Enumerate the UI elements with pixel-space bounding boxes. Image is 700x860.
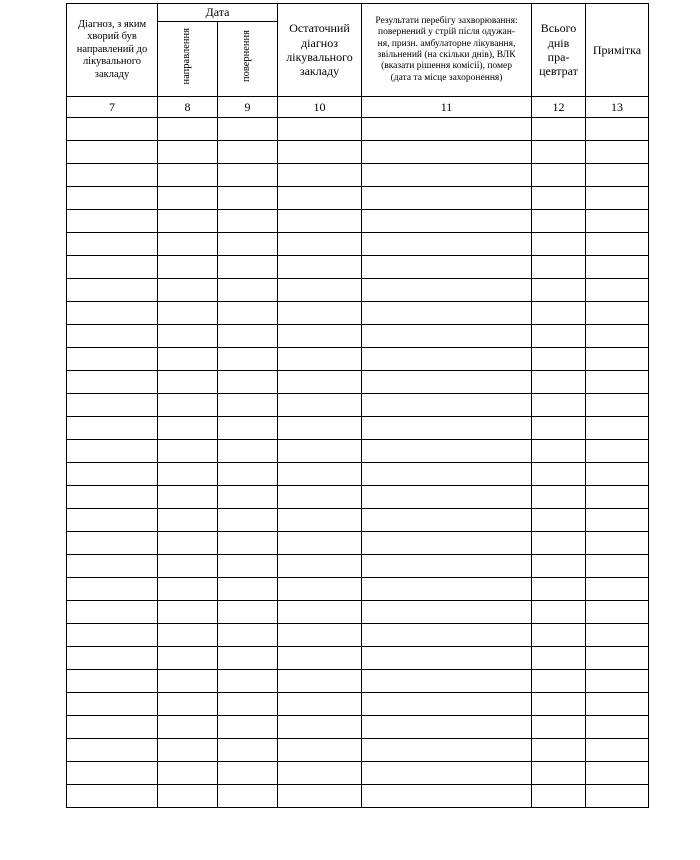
table-row bbox=[67, 739, 649, 762]
table-cell bbox=[278, 325, 362, 348]
table-cell bbox=[218, 785, 278, 808]
header-date-sent-cell bbox=[158, 22, 218, 97]
table-cell bbox=[532, 417, 586, 440]
table-cell bbox=[532, 164, 586, 187]
table-cell bbox=[218, 693, 278, 716]
table-cell bbox=[586, 348, 649, 371]
table-cell bbox=[218, 739, 278, 762]
table-cell bbox=[67, 371, 158, 394]
column-number: 9 bbox=[218, 97, 278, 118]
table-cell bbox=[278, 716, 362, 739]
table-cell bbox=[532, 463, 586, 486]
table-cell bbox=[362, 325, 532, 348]
table-cell bbox=[362, 532, 532, 555]
table-cell bbox=[362, 394, 532, 417]
table-row bbox=[67, 256, 649, 279]
table-cell bbox=[362, 417, 532, 440]
table-row bbox=[67, 417, 649, 440]
table-row bbox=[67, 302, 649, 325]
table-cell bbox=[586, 486, 649, 509]
table-cell bbox=[67, 601, 158, 624]
table-cell bbox=[586, 624, 649, 647]
table-cell bbox=[218, 279, 278, 302]
table-cell bbox=[586, 210, 649, 233]
table-row bbox=[67, 394, 649, 417]
table-cell bbox=[278, 532, 362, 555]
table-cell bbox=[278, 164, 362, 187]
table-cell bbox=[278, 141, 362, 164]
table-cell bbox=[158, 210, 218, 233]
table-cell bbox=[67, 762, 158, 785]
table-cell bbox=[158, 578, 218, 601]
table-cell bbox=[67, 486, 158, 509]
table-cell bbox=[362, 164, 532, 187]
table-cell bbox=[158, 716, 218, 739]
table-cell bbox=[278, 624, 362, 647]
table-row bbox=[67, 555, 649, 578]
table-cell bbox=[532, 256, 586, 279]
table-cell bbox=[532, 693, 586, 716]
table-cell bbox=[586, 762, 649, 785]
table-cell bbox=[218, 716, 278, 739]
table-cell bbox=[218, 578, 278, 601]
table-cell bbox=[158, 164, 218, 187]
table-cell bbox=[158, 509, 218, 532]
table-cell bbox=[362, 716, 532, 739]
table-cell bbox=[362, 647, 532, 670]
table-cell bbox=[158, 141, 218, 164]
header-date-group: Дата bbox=[158, 4, 278, 22]
table-cell bbox=[218, 394, 278, 417]
table-cell bbox=[586, 417, 649, 440]
table-cell bbox=[278, 440, 362, 463]
header-row bbox=[67, 4, 649, 22]
table-cell bbox=[362, 785, 532, 808]
table-cell bbox=[67, 118, 158, 141]
table-cell bbox=[67, 647, 158, 670]
table-cell bbox=[532, 348, 586, 371]
table-cell bbox=[362, 739, 532, 762]
header-total-days: Всього днів пра- цевтрат bbox=[532, 4, 586, 97]
table-cell bbox=[586, 785, 649, 808]
table-row bbox=[67, 509, 649, 532]
table-cell bbox=[532, 371, 586, 394]
table-cell bbox=[278, 647, 362, 670]
table-cell bbox=[158, 417, 218, 440]
table-cell bbox=[532, 279, 586, 302]
table-row bbox=[67, 716, 649, 739]
table-row bbox=[67, 624, 649, 647]
table-cell bbox=[67, 187, 158, 210]
table-cell bbox=[362, 624, 532, 647]
table-cell bbox=[218, 118, 278, 141]
table-cell bbox=[362, 670, 532, 693]
table-cell bbox=[532, 555, 586, 578]
table-cell bbox=[278, 578, 362, 601]
table-cell bbox=[362, 693, 532, 716]
table-cell bbox=[158, 532, 218, 555]
table-cell bbox=[362, 555, 532, 578]
table-cell bbox=[586, 601, 649, 624]
table-cell bbox=[218, 325, 278, 348]
table-row bbox=[67, 601, 649, 624]
table-cell bbox=[586, 118, 649, 141]
table-cell bbox=[158, 233, 218, 256]
table-cell bbox=[362, 279, 532, 302]
table-cell bbox=[67, 624, 158, 647]
table-row bbox=[67, 118, 649, 141]
table-cell bbox=[67, 141, 158, 164]
table-cell bbox=[67, 325, 158, 348]
table-cell bbox=[158, 371, 218, 394]
table-cell bbox=[278, 486, 362, 509]
table-cell bbox=[586, 164, 649, 187]
table-cell bbox=[586, 256, 649, 279]
table-cell bbox=[278, 739, 362, 762]
table-cell bbox=[67, 578, 158, 601]
column-number: 10 bbox=[278, 97, 362, 118]
register-table bbox=[66, 3, 649, 808]
table-cell bbox=[532, 647, 586, 670]
table-cell bbox=[67, 302, 158, 325]
table-row bbox=[67, 532, 649, 555]
table-cell bbox=[67, 532, 158, 555]
table-cell bbox=[158, 785, 218, 808]
table-cell bbox=[532, 785, 586, 808]
table-cell bbox=[218, 417, 278, 440]
table-cell bbox=[218, 210, 278, 233]
table-cell bbox=[67, 256, 158, 279]
table-cell bbox=[158, 279, 218, 302]
table-row bbox=[67, 486, 649, 509]
table-cell bbox=[532, 670, 586, 693]
table-cell bbox=[586, 371, 649, 394]
table-cell bbox=[218, 532, 278, 555]
table-cell bbox=[362, 141, 532, 164]
table-cell bbox=[586, 716, 649, 739]
table-cell bbox=[586, 302, 649, 325]
table-cell bbox=[278, 348, 362, 371]
table-cell bbox=[218, 233, 278, 256]
table-cell bbox=[532, 486, 586, 509]
table-cell bbox=[278, 509, 362, 532]
table-cell bbox=[362, 371, 532, 394]
table-cell bbox=[362, 118, 532, 141]
table-row bbox=[67, 164, 649, 187]
table-cell bbox=[158, 118, 218, 141]
table-cell bbox=[586, 463, 649, 486]
table-cell bbox=[278, 187, 362, 210]
column-number-row bbox=[67, 97, 649, 118]
table-cell bbox=[67, 509, 158, 532]
table-row bbox=[67, 463, 649, 486]
table-cell bbox=[158, 624, 218, 647]
header-date-sent: направлення bbox=[181, 28, 193, 85]
table-cell bbox=[362, 440, 532, 463]
table-cell bbox=[158, 486, 218, 509]
table-row bbox=[67, 371, 649, 394]
table-row bbox=[67, 279, 649, 302]
table-cell bbox=[532, 141, 586, 164]
table-cell bbox=[158, 762, 218, 785]
table-cell bbox=[158, 302, 218, 325]
table-cell bbox=[67, 716, 158, 739]
table-cell bbox=[278, 118, 362, 141]
table-cell bbox=[67, 348, 158, 371]
table-cell bbox=[218, 440, 278, 463]
table-row bbox=[67, 440, 649, 463]
table-row bbox=[67, 762, 649, 785]
table-cell bbox=[586, 325, 649, 348]
table-cell bbox=[532, 716, 586, 739]
table-cell bbox=[532, 762, 586, 785]
table-row bbox=[67, 210, 649, 233]
table-cell bbox=[586, 233, 649, 256]
table-cell bbox=[532, 210, 586, 233]
table-cell bbox=[278, 302, 362, 325]
table-cell bbox=[67, 233, 158, 256]
table-row bbox=[67, 325, 649, 348]
table-cell bbox=[218, 624, 278, 647]
table-cell bbox=[278, 555, 362, 578]
table-cell bbox=[218, 647, 278, 670]
table-cell bbox=[67, 463, 158, 486]
table-cell bbox=[362, 486, 532, 509]
table-cell bbox=[218, 187, 278, 210]
column-number: 11 bbox=[362, 97, 532, 118]
header-date-returned: повернення bbox=[241, 30, 253, 83]
table-cell bbox=[158, 670, 218, 693]
table-cell bbox=[278, 463, 362, 486]
table-cell bbox=[278, 394, 362, 417]
table-row bbox=[67, 647, 649, 670]
table-cell bbox=[218, 256, 278, 279]
table-cell bbox=[278, 256, 362, 279]
table-cell bbox=[362, 463, 532, 486]
table-cell bbox=[218, 509, 278, 532]
table-cell bbox=[586, 394, 649, 417]
header-diagnosis-referral: Діагноз, з яким хворий був направлений до лікувального закладу bbox=[67, 4, 158, 97]
header-final-diagnosis: Остаточний діагноз лікувального закладу bbox=[278, 4, 362, 97]
table-cell bbox=[362, 601, 532, 624]
table-cell bbox=[218, 348, 278, 371]
table-cell bbox=[218, 555, 278, 578]
table-cell bbox=[586, 279, 649, 302]
table-row bbox=[67, 348, 649, 371]
table-cell bbox=[158, 463, 218, 486]
table-cell bbox=[278, 371, 362, 394]
table-cell bbox=[532, 601, 586, 624]
table-cell bbox=[362, 348, 532, 371]
table-cell bbox=[158, 187, 218, 210]
table-cell bbox=[158, 325, 218, 348]
table-cell bbox=[67, 394, 158, 417]
table-cell bbox=[362, 578, 532, 601]
table-cell bbox=[532, 187, 586, 210]
table-cell bbox=[67, 670, 158, 693]
table-cell bbox=[158, 693, 218, 716]
table-cell bbox=[218, 141, 278, 164]
table-cell bbox=[586, 693, 649, 716]
table-cell bbox=[532, 532, 586, 555]
table-cell bbox=[158, 440, 218, 463]
table-cell bbox=[67, 279, 158, 302]
column-number: 12 bbox=[532, 97, 586, 118]
table-cell bbox=[586, 187, 649, 210]
table-cell bbox=[218, 164, 278, 187]
table-cell bbox=[532, 440, 586, 463]
table-cell bbox=[532, 739, 586, 762]
table-cell bbox=[218, 486, 278, 509]
table-cell bbox=[586, 555, 649, 578]
table-cell bbox=[218, 670, 278, 693]
table-cell bbox=[218, 762, 278, 785]
table-cell bbox=[67, 693, 158, 716]
table-cell bbox=[67, 555, 158, 578]
table-cell bbox=[532, 394, 586, 417]
table-row bbox=[67, 785, 649, 808]
table-cell bbox=[278, 233, 362, 256]
table-cell bbox=[158, 256, 218, 279]
table-cell bbox=[586, 509, 649, 532]
table-cell bbox=[586, 578, 649, 601]
table-cell bbox=[158, 739, 218, 762]
table-cell bbox=[218, 371, 278, 394]
table-cell bbox=[218, 601, 278, 624]
table-cell bbox=[158, 647, 218, 670]
table-cell bbox=[158, 348, 218, 371]
table-cell bbox=[362, 210, 532, 233]
table-cell bbox=[532, 578, 586, 601]
table-cell bbox=[586, 440, 649, 463]
table-cell bbox=[158, 601, 218, 624]
table-cell bbox=[362, 302, 532, 325]
table-cell bbox=[586, 670, 649, 693]
table-cell bbox=[278, 693, 362, 716]
header-results: Результати перебігу захворювання: повернений у стрій після одужан- ня, призн. амбулаторне лікування, звільнений (на скільки днів), ВЛК (вказати рішення комісії), помер (дата та місце захоронення) bbox=[362, 4, 532, 97]
column-number: 13 bbox=[586, 97, 649, 118]
table-cell bbox=[362, 509, 532, 532]
table-cell bbox=[362, 762, 532, 785]
table-row bbox=[67, 141, 649, 164]
table-cell bbox=[67, 417, 158, 440]
table-cell bbox=[362, 256, 532, 279]
table-cell bbox=[362, 233, 532, 256]
register-sheet bbox=[66, 3, 648, 808]
table-cell bbox=[67, 164, 158, 187]
table-cell bbox=[278, 670, 362, 693]
table-cell bbox=[158, 555, 218, 578]
table-cell bbox=[532, 233, 586, 256]
table-cell bbox=[278, 417, 362, 440]
header-date-returned-cell bbox=[218, 22, 278, 97]
header-note: Примітка bbox=[586, 4, 649, 97]
table-row bbox=[67, 187, 649, 210]
table-row bbox=[67, 578, 649, 601]
table-cell bbox=[586, 532, 649, 555]
table-cell bbox=[532, 509, 586, 532]
table-cell bbox=[586, 739, 649, 762]
table-cell bbox=[586, 647, 649, 670]
table-cell bbox=[218, 302, 278, 325]
table-cell bbox=[532, 624, 586, 647]
table-cell bbox=[532, 118, 586, 141]
table-cell bbox=[532, 325, 586, 348]
table-cell bbox=[532, 302, 586, 325]
table-cell bbox=[586, 141, 649, 164]
table-cell bbox=[278, 210, 362, 233]
table-cell bbox=[158, 394, 218, 417]
table-row bbox=[67, 233, 649, 256]
table-row bbox=[67, 693, 649, 716]
table-cell bbox=[67, 739, 158, 762]
column-number: 8 bbox=[158, 97, 218, 118]
table-cell bbox=[278, 762, 362, 785]
table-cell bbox=[362, 187, 532, 210]
table-cell bbox=[278, 279, 362, 302]
table-cell bbox=[67, 440, 158, 463]
table-cell bbox=[67, 210, 158, 233]
table-cell bbox=[278, 785, 362, 808]
table-cell bbox=[218, 463, 278, 486]
column-number: 7 bbox=[67, 97, 158, 118]
table-cell bbox=[278, 601, 362, 624]
table-cell bbox=[67, 785, 158, 808]
table-row bbox=[67, 670, 649, 693]
